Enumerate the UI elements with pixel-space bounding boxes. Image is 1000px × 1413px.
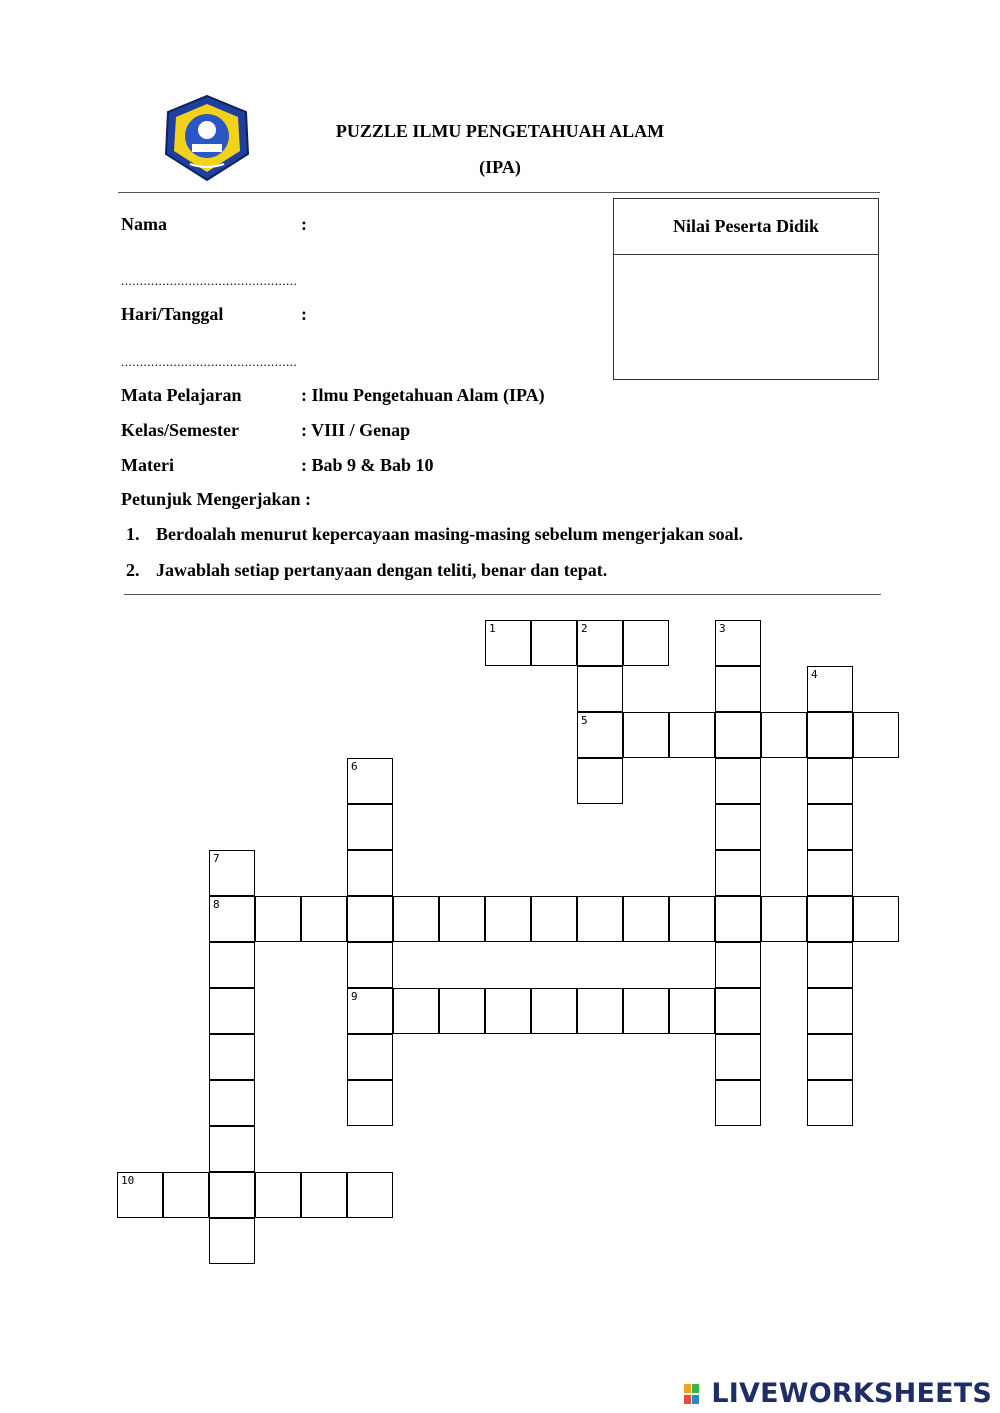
crossword-cell[interactable] (209, 1034, 255, 1080)
instruction-text: Jawablah setiap pertanyaan dengan teliti, benar dan tepat. (156, 560, 608, 580)
instruction-item (126, 560, 607, 581)
crossword-cell[interactable] (347, 1080, 393, 1126)
crossword-cell[interactable] (577, 896, 623, 942)
crossword-clue-number: 8 (213, 898, 220, 911)
crossword-clue-number: 1 (489, 622, 496, 635)
crossword-clue-number: 10 (121, 1174, 135, 1187)
crossword-cell[interactable] (255, 896, 301, 942)
score-box-title: Nilai Peserta Didik (614, 199, 878, 255)
kelas-label: Kelas/Semester (121, 420, 239, 440)
crossword-cell[interactable] (209, 1080, 255, 1126)
crossword-cell[interactable] (347, 804, 393, 850)
materi-value: : Bab 9 & Bab 10 (301, 455, 434, 475)
crossword-cell[interactable] (669, 896, 715, 942)
crossword-cell[interactable] (715, 712, 761, 758)
crossword-cell[interactable] (669, 988, 715, 1034)
crossword-cell[interactable] (623, 712, 669, 758)
crossword-cell[interactable] (301, 896, 347, 942)
crossword-cell[interactable] (715, 1080, 761, 1126)
crossword-cell[interactable] (577, 988, 623, 1034)
header-divider (118, 192, 880, 193)
instruction-item (126, 524, 743, 545)
crossword-cell[interactable] (807, 988, 853, 1034)
crossword-cell[interactable] (623, 988, 669, 1034)
crossword-cell[interactable] (485, 896, 531, 942)
crossword-cell[interactable] (853, 896, 899, 942)
crossword-cell[interactable] (347, 850, 393, 896)
crossword-cell[interactable] (209, 942, 255, 988)
crossword-cell[interactable] (209, 850, 255, 896)
crossword-cell[interactable] (669, 712, 715, 758)
nama-colon: : (301, 214, 307, 234)
crossword-cell[interactable] (393, 896, 439, 942)
crossword-cell[interactable] (715, 1034, 761, 1080)
liveworksheets-logo (683, 1378, 992, 1409)
crossword-cell[interactable] (807, 1034, 853, 1080)
crossword-cell[interactable] (439, 896, 485, 942)
crossword-cell[interactable] (163, 1172, 209, 1218)
nama-field[interactable]: ............................................... (121, 273, 298, 288)
mapel-value: : Ilmu Pengetahuan Alam (IPA) (301, 385, 545, 405)
crossword-cell[interactable] (209, 1218, 255, 1264)
crossword-cell[interactable] (715, 896, 761, 942)
petunjuk-label: Petunjuk Mengerjakan : (121, 489, 311, 509)
instruction-number: 2. (126, 560, 140, 580)
liveworksheets-icon (683, 1383, 709, 1405)
crossword-cell[interactable] (807, 666, 853, 712)
score-box-value[interactable] (614, 255, 878, 379)
crossword-cell[interactable] (301, 1172, 347, 1218)
crossword-cell[interactable] (531, 896, 577, 942)
crossword-cell[interactable] (209, 1126, 255, 1172)
page-subtitle: (IPA) (479, 157, 521, 177)
crossword-cell[interactable] (715, 804, 761, 850)
materi-label: Materi (121, 455, 174, 475)
crossword-cell[interactable] (715, 988, 761, 1034)
crossword-clue-number: 9 (351, 990, 358, 1003)
crossword-cell[interactable] (761, 712, 807, 758)
crossword-cell[interactable] (347, 942, 393, 988)
crossword-cell[interactable] (623, 896, 669, 942)
liveworksheets-brand: LIVEWORKSHEETS (711, 1378, 992, 1409)
crossword-cell[interactable] (715, 942, 761, 988)
crossword-clue-number: 6 (351, 760, 358, 773)
crossword-cell[interactable] (347, 1172, 393, 1218)
crossword-cell[interactable] (577, 620, 623, 666)
crossword-cell[interactable] (485, 620, 531, 666)
crossword-cell[interactable] (255, 1172, 301, 1218)
instructions-divider (124, 594, 881, 595)
kelas-value: : VIII / Genap (301, 420, 411, 440)
crossword-cell[interactable] (715, 620, 761, 666)
crossword-cell[interactable] (531, 988, 577, 1034)
page-title: PUZZLE ILMU PENGETAHUAH ALAM (335, 121, 665, 141)
crossword-cell[interactable] (209, 988, 255, 1034)
crossword-clue-number: 2 (581, 622, 588, 635)
crossword-cell[interactable] (485, 988, 531, 1034)
hari-colon: : (301, 304, 307, 324)
crossword-cell[interactable] (623, 620, 669, 666)
crossword-cell[interactable] (531, 620, 577, 666)
mapel-label: Mata Pelajaran (121, 385, 242, 405)
nama-label: Nama (121, 214, 167, 234)
crossword-clue-number: 4 (811, 668, 818, 681)
crossword-cell[interactable] (807, 804, 853, 850)
crossword-cell[interactable] (715, 850, 761, 896)
crossword-cell[interactable] (761, 896, 807, 942)
score-box (613, 198, 879, 380)
instruction-number: 1. (126, 524, 140, 544)
crossword-cell[interactable] (117, 1172, 163, 1218)
instruction-text: Berdoalah menurut kepercayaan masing-masing sebelum mengerjakan soal. (156, 524, 744, 544)
hari-label: Hari/Tanggal (121, 304, 224, 324)
crossword-cell[interactable] (393, 988, 439, 1034)
crossword-cell[interactable] (807, 1080, 853, 1126)
crossword-cell[interactable] (347, 896, 393, 942)
crossword-cell[interactable] (807, 758, 853, 804)
crossword-cell[interactable] (715, 758, 761, 804)
crossword-clue-number: 7 (213, 852, 220, 865)
hari-field[interactable]: ............................................... (121, 354, 298, 369)
crossword-cell[interactable] (807, 712, 853, 758)
crossword-cell[interactable] (577, 758, 623, 804)
crossword-cell[interactable] (807, 942, 853, 988)
crossword-cell[interactable] (807, 850, 853, 896)
crossword-cell[interactable] (439, 988, 485, 1034)
crossword-cell[interactable] (577, 666, 623, 712)
crossword-clue-number: 5 (581, 714, 588, 727)
crossword-cell[interactable] (715, 666, 761, 712)
crossword-cell[interactable] (807, 896, 853, 942)
crossword-cell[interactable] (577, 712, 623, 758)
crossword-cell[interactable] (347, 1034, 393, 1080)
crossword-cell[interactable] (209, 1172, 255, 1218)
crossword-cell[interactable] (347, 758, 393, 804)
crossword-clue-number: 3 (719, 622, 726, 635)
crossword-cell[interactable] (209, 896, 255, 942)
crossword-cell[interactable] (347, 988, 393, 1034)
crossword-cell[interactable] (853, 712, 899, 758)
